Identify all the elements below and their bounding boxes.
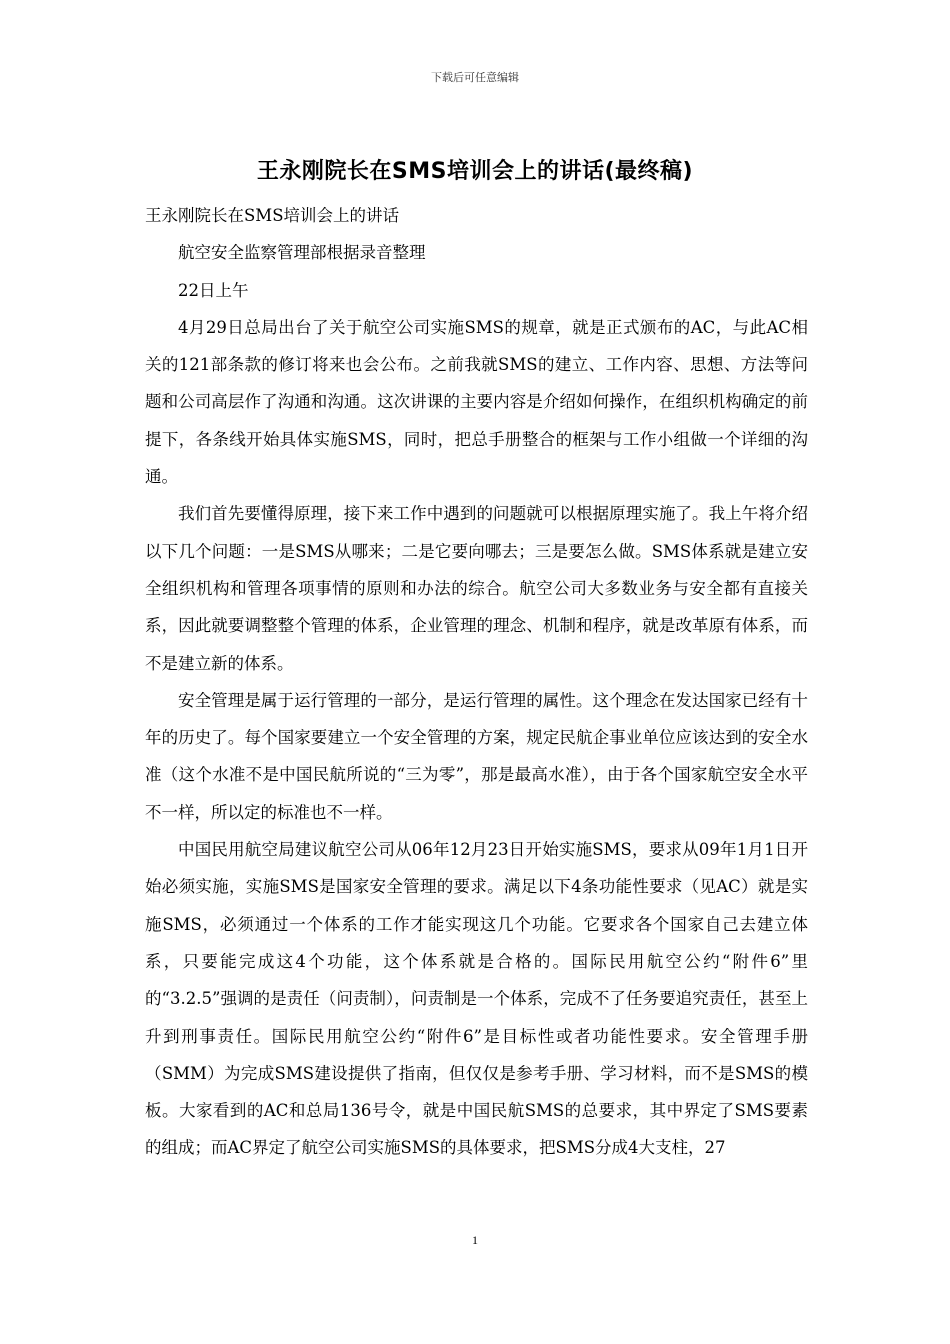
body-paragraph: 我们首先要懂得原理，接下来工作中遇到的问题就可以根据原理实施了。我上午将介绍以下几个问题：一是SMS从哪来；二是它要向哪去；三是要怎么做。SMS体系就是建立安全组织机构和管理各项事情的原则和办法的综合。航空公司大多数业务与安全都有直接关系，因此就要调整整个管理的体系，企业管理的理念、机制和程序，就是改革原有体系，而不是建立新的体系。 [145, 504, 808, 673]
page-title: 王永刚院长在SMS培训会上的讲话(最终稿) [256, 159, 694, 184]
body-paragraph: 安全管理是属于运行管理的一部分，是运行管理的属性。这个理念在发达国家已经有十年的历史了。每个国家要建立一个安全管理的方案，规定民航企事业单位应该达到的安全水准（这个水准不是中国民航所说的“三为零”，那是最高水准），由于各个国家航空安全水平不一样，所以定的标准也不一样。 [145, 690, 808, 822]
body-paragraph: 航空安全监察管理部根据录音整理 [178, 243, 426, 263]
page-number: 1 [472, 1233, 478, 1247]
body-paragraph: 王永刚院长在SMS培训会上的讲话 [145, 206, 400, 225]
body-paragraph: 22日上午 [178, 280, 249, 300]
header-note: 下载后可任意编辑 [431, 71, 519, 84]
document-body [145, 197, 808, 1167]
body-paragraph: 4月29日总局出台了关于航空公司实施SMS的规章，就是正式颁布的AC，与此AC相关的121部条款的修订将来也会公布。之前我就SMS的建立、工作内容、思想、方法等问题和公司高层作了沟通和沟通。这次讲课的主要内容是介绍如何操作，在组织机构确定的前提下，各条线开始具体实施SMS，同时，把总手册整合的框架与工作小组做一个详细的沟通。 [145, 317, 808, 487]
body-paragraph: 中国民用航空局建议航空公司从06年12月23日开始实施SMS，要求从09年1月1日开始必须实施，实施SMS是国家安全管理的要求。满足以下4条功能性要求（见AC）就是实施SMS，必须通过一个体系的工作才能实现这几个功能。它要求各个国家自己去建立体系，只要能完成这4个功能，这个体系就是合格的。国际民用航空公约“附件6”里的“3.2.5”强调的是责任（问责制），问责制是一个体系，完成不了任务要追究责任，甚至上升到刑事责任。国际民用航空公约“附件6”是目标性或者功能性要求。安全管理手册（SMM）为完成SMS建设提供了指南，但仅仅是参考手册、学习材料，而不是SMS的模板。大家看到的AC和总局136号令，就是中国民航SMS的总要求，其中界定了SMS要素的组成；而AC界定了航空公司实施SMS的具体要求，把SMS分成4大支柱，27 [145, 840, 808, 1158]
